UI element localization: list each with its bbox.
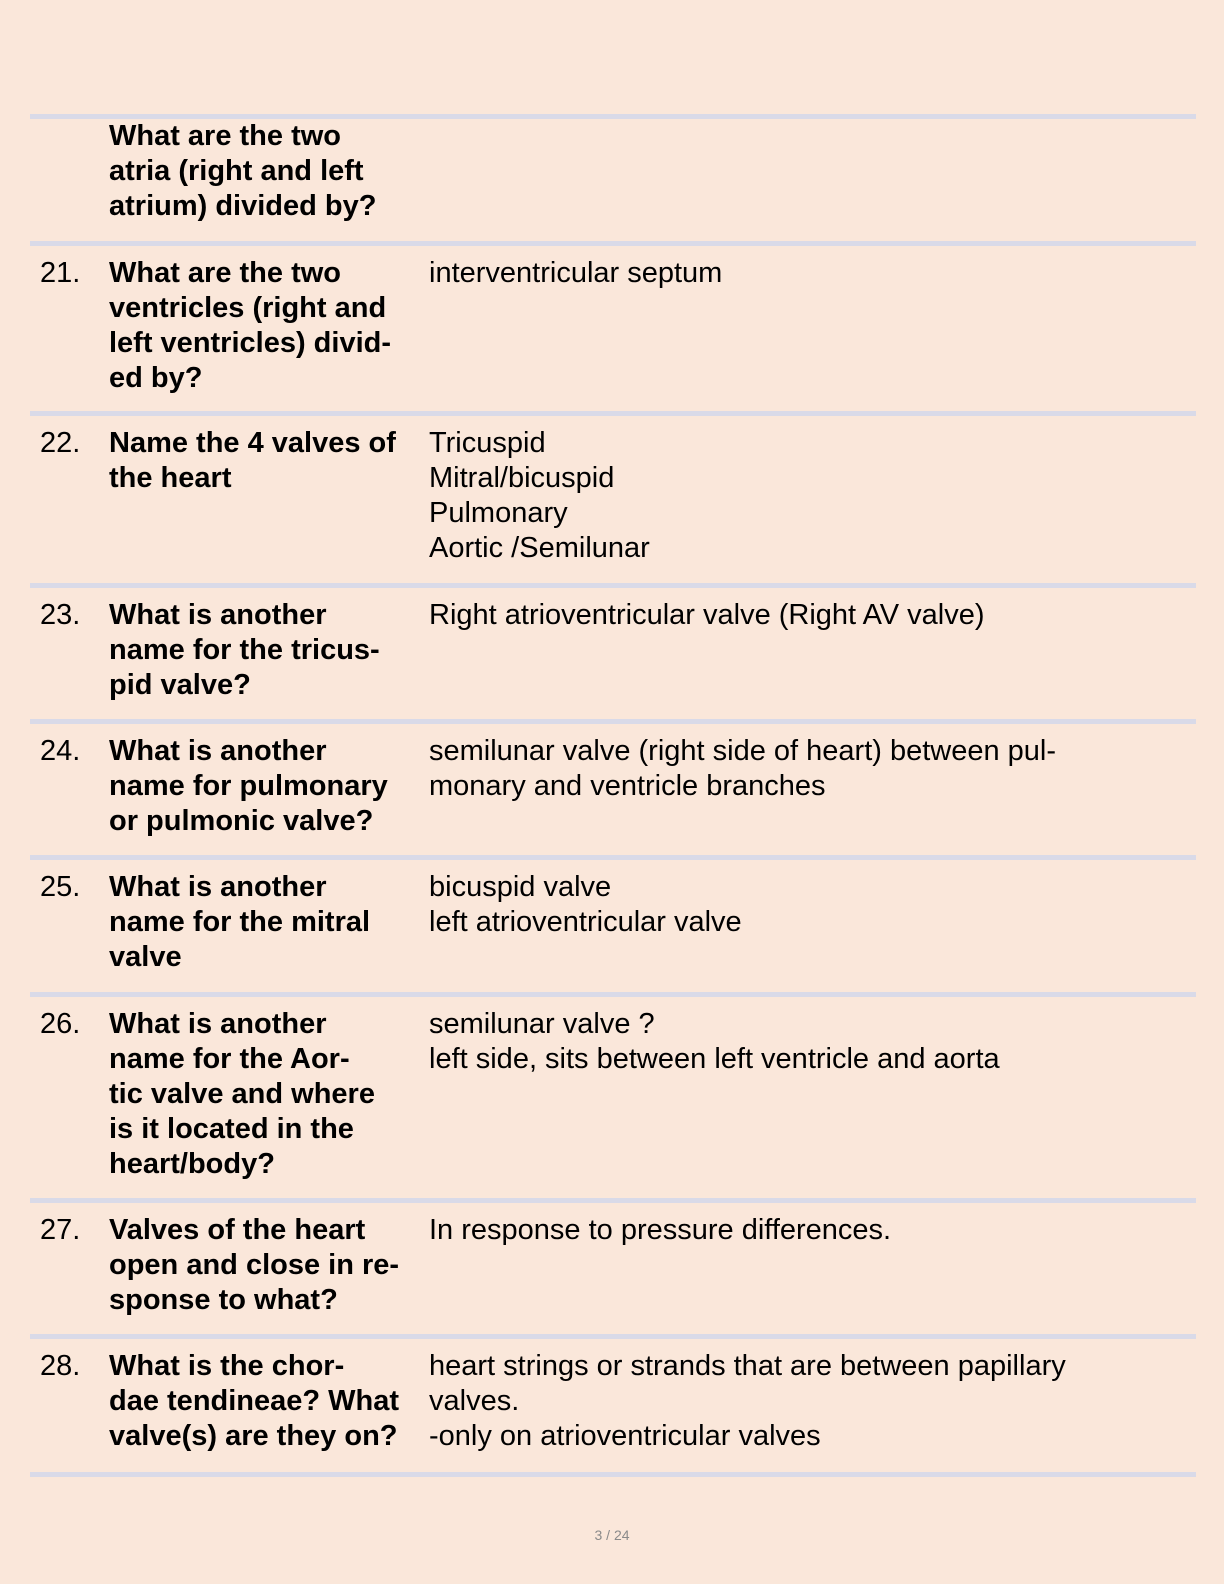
- flashcard: [30, 583, 1196, 719]
- flashcard: [30, 992, 1196, 1198]
- card-question: What are the two ventricles (right and left ventricles) divid- ed by?: [109, 257, 392, 394]
- card-answer: In response to pressure differences.: [429, 1214, 892, 1246]
- card-answer: semilunar valve (right side of heart) between pul- monary and ventricle branches: [429, 735, 1057, 802]
- card-question: Valves of the heart open and close in re- sponse to what?: [109, 1214, 400, 1316]
- card-number: 21.: [40, 257, 81, 289]
- card-question: Name the 4 valves of the heart: [109, 427, 396, 494]
- card-question: What is another name for the mitral valve: [109, 871, 371, 973]
- card-question: What is the chor- dae tendineae? What valve(s) are they on?: [109, 1350, 400, 1452]
- card-answer: bicuspid valve left atrioventricular valve: [429, 871, 742, 938]
- card-number: 27.: [40, 1214, 81, 1246]
- card-answer: Right atrioventricular valve (Right AV valve): [429, 599, 985, 631]
- flashcard: [30, 1334, 1196, 1477]
- flashcard: [30, 719, 1196, 855]
- card-question: What is another name for the tricus- pid valve?: [109, 599, 380, 701]
- card-answer: semilunar valve ? left side, sits between left ventricle and aorta: [429, 1008, 1000, 1075]
- card-question: What is another name for the Aor- tic valve and where is it located in the heart/body?: [109, 1008, 375, 1180]
- flashcard: [30, 241, 1196, 411]
- card-answer: heart strings or strands that are between papillary valves. -only on atrioventricular valves: [429, 1350, 1066, 1452]
- card-question: What is another name for pulmonary or pulmonic valve?: [109, 735, 388, 837]
- card-answer: Tricuspid Mitral/bicuspid Pulmonary Aortic /Semilunar: [429, 427, 650, 564]
- card-number: 22.: [40, 427, 81, 459]
- flashcard: [30, 855, 1196, 992]
- flashcard: [30, 411, 1196, 583]
- card-number: 24.: [40, 735, 81, 767]
- page-indicator: 3 / 24: [594, 1527, 630, 1543]
- card-number: 25.: [40, 871, 81, 903]
- card-question: What are the two atria (right and left atrium) divided by?: [109, 120, 377, 222]
- flashcard: [30, 114, 1196, 241]
- card-number: 26.: [40, 1008, 81, 1040]
- card-number: 28.: [40, 1350, 81, 1382]
- card-number: 23.: [40, 599, 81, 631]
- flashcard: [30, 1198, 1196, 1334]
- card-answer: interventricular septum: [429, 257, 723, 289]
- flashcard-list: [30, 114, 1196, 1477]
